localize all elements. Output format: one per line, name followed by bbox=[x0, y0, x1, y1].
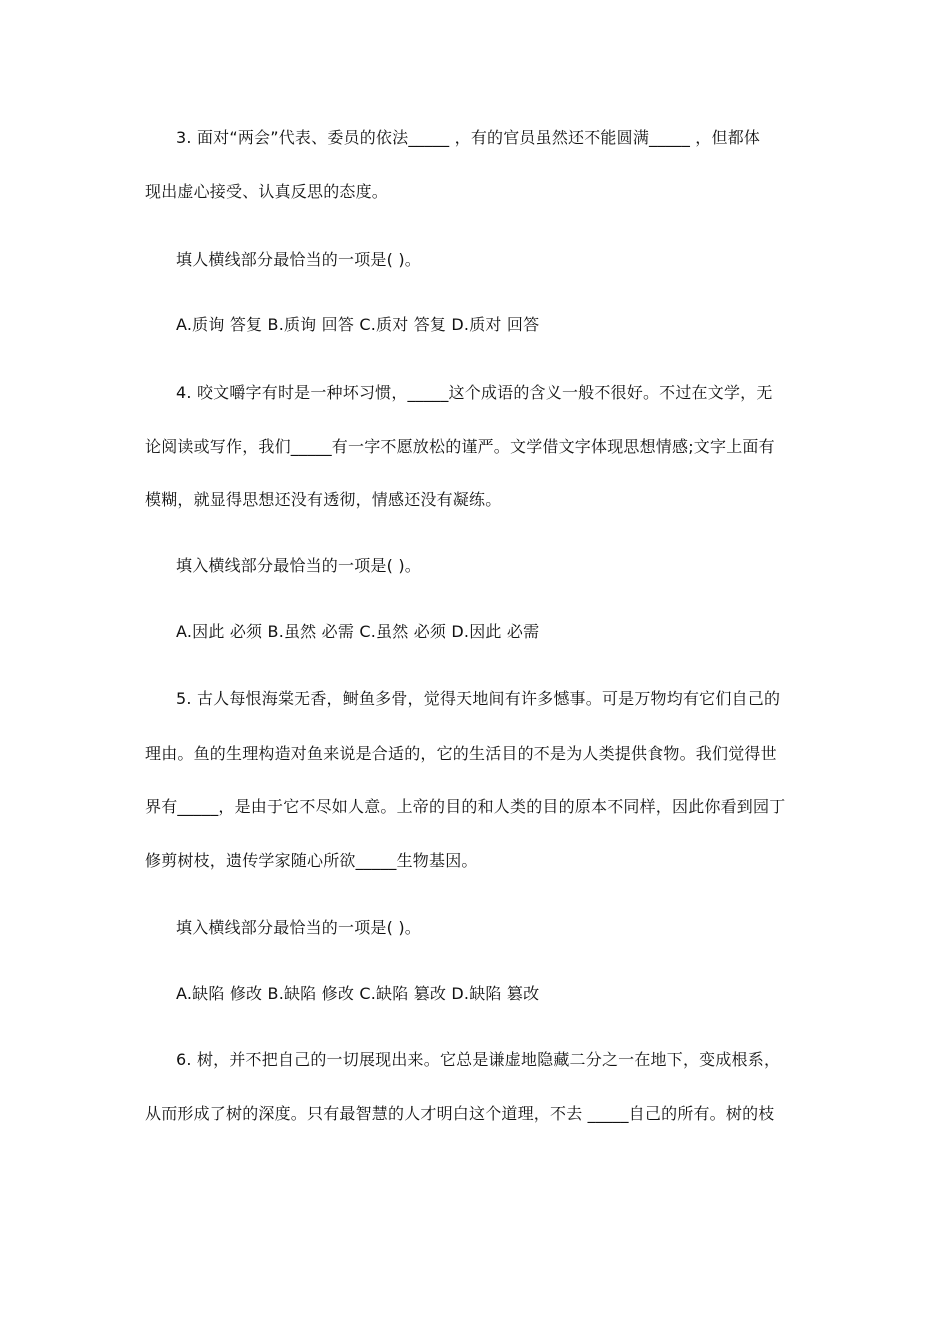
question-6-line-2: 从而形成了树的深度。只有最智慧的人才明白这个道理，不去 _____自己的所有。树的枝 bbox=[145, 1104, 775, 1123]
question-4-prompt: 填入横线部分最恰当的一项是( )。 bbox=[176, 556, 421, 575]
question-3-line-1: 3. 面对“两会”代表、委员的依法_____ ，有的官员虽然还不能圆满_____ ，但都体 bbox=[176, 128, 761, 147]
question-5-prompt: 填入横线部分最恰当的一项是( )。 bbox=[176, 918, 421, 937]
question-4-options: A.因此 必须 B.虽然 必需 C.虽然 必须 D.因此 必需 bbox=[176, 622, 540, 641]
question-6-line-1: 6. 树，并不把自己的一切展现出来。它总是谦虚地隐藏二分之一在地下，变成根系， bbox=[176, 1050, 781, 1069]
question-5-line-4: 修剪树枝，遗传学家随心所欲_____生物基因。 bbox=[145, 851, 478, 870]
question-5-line-2: 理由。鱼的生理构造对鱼来说是合适的，它的生活目的不是为人类提供食物。我们觉得世 bbox=[145, 744, 777, 763]
question-4-line-2: 论阅读或写作，我们_____有一字不愿放松的谨严。文学借文字体现思想情感;文字上面有 bbox=[145, 437, 775, 456]
question-5-line-1: 5. 古人每恨海棠无香，鲥鱼多骨，觉得天地间有许多憾事。可是万物均有它们自己的 bbox=[176, 689, 781, 708]
question-3-options: A.质询 答复 B.质询 回答 C.质对 答复 D.质对 回答 bbox=[176, 315, 540, 334]
question-3-prompt: 填人横线部分最恰当的一项是( )。 bbox=[176, 250, 421, 269]
question-5-line-3: 界有_____，是由于它不尽如人意。上帝的目的和人类的目的原本不同样，因此你看到园丁 bbox=[145, 797, 786, 816]
question-3-line-2: 现出虚心接受、认真反思的态度。 bbox=[145, 182, 389, 201]
question-4-line-1: 4. 咬文嚼字有时是一种坏习惯，_____这个成语的含义一般不很好。不过在文学，无 bbox=[176, 383, 773, 402]
question-5-options: A.缺陷 修改 B.缺陷 修改 C.缺陷 篡改 D.缺陷 篡改 bbox=[176, 984, 540, 1003]
question-4-line-3: 模糊，就显得思想还没有透彻，情感还没有凝练。 bbox=[145, 490, 502, 509]
